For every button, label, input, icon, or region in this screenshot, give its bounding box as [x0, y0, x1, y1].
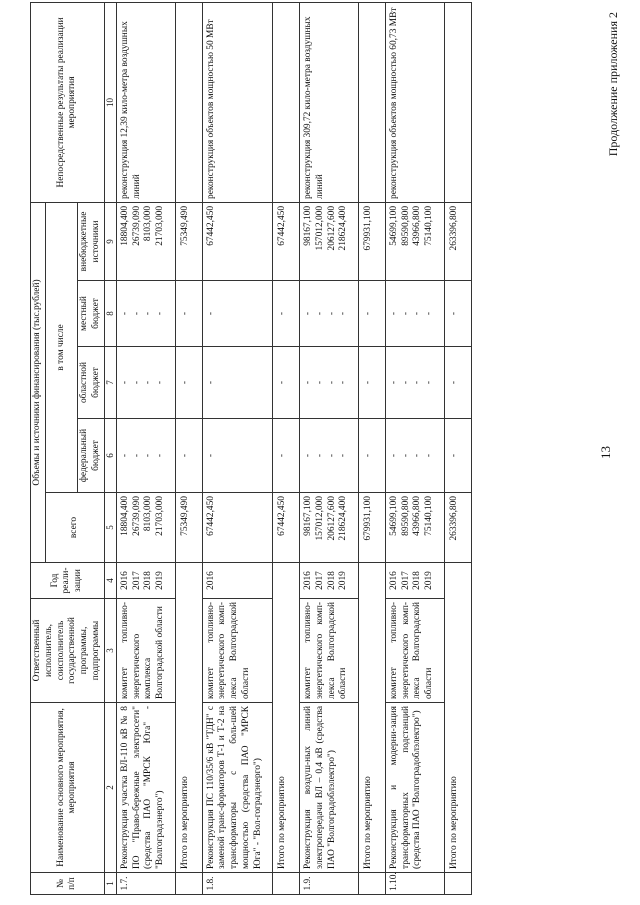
local-amount: - [273, 281, 300, 347]
table-row-total [175, 2, 202, 894]
col-number-10: 10 [104, 2, 116, 202]
extra-amount: 263396,800 [444, 202, 471, 280]
col-number-2: 2 [104, 703, 116, 873]
local-amount: - [359, 281, 386, 347]
federal-amount: - - - - [116, 419, 175, 493]
measure-name: Реконструкция воздуш-ных линий электропередачи ВЛ – 0,4 кВ (средства ПАО "Волгоградоблэлектро") [300, 703, 359, 873]
local-amount: - [202, 281, 273, 347]
row-number: 1.9. [300, 873, 359, 895]
years: 2016 2017 2018 2019 [385, 563, 444, 599]
measure-name: Реконструкция и модерни-зация трансформаторных подстанций (средства ПАО "Волгоградоблэлектро") [385, 703, 444, 873]
regional-amount: - - - - [385, 347, 444, 419]
table-row [300, 2, 359, 894]
total-amount: 75349,490 [175, 493, 202, 563]
empty-cell [273, 873, 300, 895]
header-funding: Объемы и источники финансирования (тыс.рублей) [31, 202, 46, 562]
total-amount: 18804,400 26739,090 8103,000 21703,000 [116, 493, 175, 563]
federal-amount: - [175, 419, 202, 493]
local-amount: - - - - [116, 281, 175, 347]
result-description: реконструкция 12,39 кило-метра воздушных линий [116, 2, 175, 202]
header-measure-name: Наименование основного мероприятия, мероприятия [31, 703, 105, 873]
years: 2016 2017 2018 2019 [116, 563, 175, 599]
total-label: Итого по мероприятию [444, 563, 471, 873]
extra-amount: 98167,100 157012,000 206127,600 218624,400 [300, 202, 359, 280]
total-label: Итого по мероприятию [359, 563, 386, 873]
total-amount: 67442,450 [202, 493, 273, 563]
table-row-total [359, 2, 386, 894]
program-measures-table [30, 2, 472, 895]
federal-amount: - - - - [385, 419, 444, 493]
regional-amount: - - - - [116, 347, 175, 419]
regional-amount: - [359, 347, 386, 419]
header-extra: внебюджетные источники [78, 202, 105, 280]
result-description: реконструкция 309,72 кило-метра воздушных линий [300, 2, 359, 202]
total-amount: 98167,100 157012,000 206127,600 218624,400 [300, 493, 359, 563]
result-description: реконструкция объектов мощностью 60,73 МВт [385, 2, 444, 202]
local-amount: - - - - [300, 281, 359, 347]
header-federal: федеральный бюджет [78, 419, 105, 493]
col-number-8: 8 [104, 281, 116, 347]
extra-amount: 67442,450 [202, 202, 273, 280]
table-body [116, 2, 471, 894]
row-number: 1.10. [385, 873, 444, 895]
local-amount: - - - - [385, 281, 444, 347]
row-number: 1.7. [116, 873, 175, 895]
federal-amount: - [273, 419, 300, 493]
extra-amount: 679931,100 [359, 202, 386, 280]
col-number-3: 3 [104, 599, 116, 703]
total-amount: 67442,450 [273, 493, 300, 563]
federal-amount: - [359, 419, 386, 493]
total-label: Итого по мероприятию [175, 563, 202, 873]
extra-amount: 75349,490 [175, 202, 202, 280]
col-number-9: 9 [104, 202, 116, 280]
page-number: 13 [598, 446, 613, 459]
continuation-note: Продолжение приложения 2 [606, 12, 620, 157]
federal-amount: - [202, 419, 273, 493]
header-local: местный бюджет [78, 281, 105, 347]
local-amount: - [175, 281, 202, 347]
col-number-7: 7 [104, 347, 116, 419]
header-total: всего [45, 493, 104, 563]
empty-cell [359, 873, 386, 895]
regional-amount: - [273, 347, 300, 419]
header-including: в том числе [45, 202, 77, 492]
extra-amount: 18804,400 26739,090 8103,000 21703,000 [116, 202, 175, 280]
local-amount: - [444, 281, 471, 347]
col-number-1: 1 [104, 873, 116, 895]
regional-amount: - [175, 347, 202, 419]
years: 2016 2017 2018 2019 [300, 563, 359, 599]
executor: комитет топливно-энергетического комп-лекса Волгоградской области [385, 599, 444, 703]
executor: комитет топливно-энергетического комп-лекса Волгоградской области [300, 599, 359, 703]
total-amount: 54699,100 89590,800 43966,800 75140,100 [385, 493, 444, 563]
header-result: Непосредственные результаты реализации мероприятия [31, 2, 105, 202]
regional-amount: - - - - [300, 347, 359, 419]
header-number: № п/п [31, 873, 105, 895]
table-row [202, 2, 273, 894]
regional-amount: - [444, 347, 471, 419]
extra-amount: 54699,100 89590,800 43966,800 75140,100 [385, 202, 444, 280]
total-amount: 679931,100 [359, 493, 386, 563]
executor: комитет топливно-энергетического комплекса Волгоградской области [116, 599, 175, 703]
measure-name: Реконструкция участка ВЛ-110 кВ № 8 ПО "Право-бережные электросети" (средства ПАО "МРСК Юга" - "Волгоградэнерго") [116, 703, 175, 873]
table-row-total [273, 2, 300, 894]
table-row-total [444, 2, 471, 894]
empty-cell [175, 873, 202, 895]
row-number: 1.8. [202, 873, 273, 895]
empty-cell [175, 2, 202, 202]
header-year: Год реали-зации [31, 563, 105, 599]
empty-cell [444, 873, 471, 895]
empty-cell [273, 2, 300, 202]
federal-amount: - [444, 419, 471, 493]
col-number-6: 6 [104, 419, 116, 493]
total-label: Итого по мероприятию [273, 563, 300, 873]
extra-amount: 67442,450 [273, 202, 300, 280]
executor: комитет топливно-энергетического комп-лекса Волгоградской области [202, 599, 273, 703]
regional-amount: - [202, 347, 273, 419]
col-number-4: 4 [104, 563, 116, 599]
result-description: реконструкция объектов мощностью 50 МВт [202, 2, 273, 202]
empty-cell [359, 2, 386, 202]
header-executor: Ответственный исполнитель, соисполнитель государственной программы, подпрограммы [31, 599, 105, 703]
table-row [116, 2, 175, 894]
federal-amount: - - - - [300, 419, 359, 493]
years: 2016 [202, 563, 273, 599]
col-number-5: 5 [104, 493, 116, 563]
empty-cell [444, 2, 471, 202]
header-regional: областной бюджет [78, 347, 105, 419]
total-amount: 263396,800 [444, 493, 471, 563]
measure-name: Реконструкция ПС 110/35/6 кВ "ТДН" с заменой транс-форматоров Т-1 и Т-2 на трансформаторы с боль-шей мощностью (средства ПАО "МРСК Юга" - "Вол-гоградэнерго") [202, 703, 273, 873]
table-row [385, 2, 444, 894]
